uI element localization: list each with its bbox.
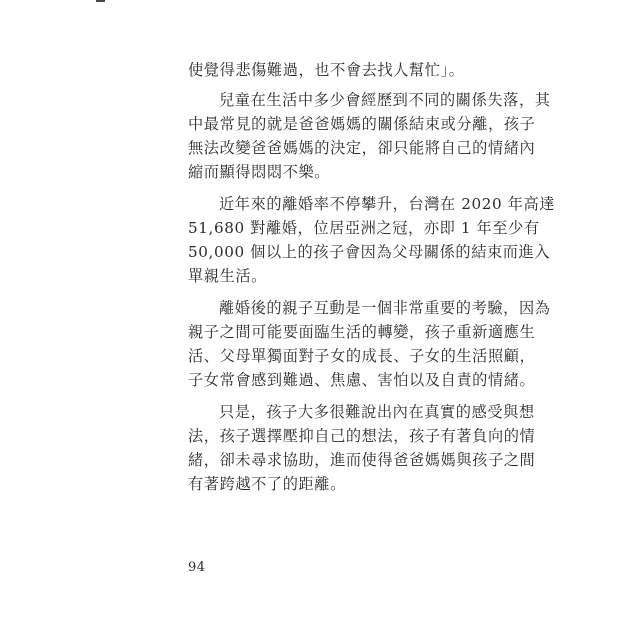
paragraph-5-line-4: 有著跨越不了的距離。 xyxy=(188,475,346,493)
paragraph-1-line-1: 使覺得悲傷難過，也不會去找人幫忙」。 xyxy=(188,61,465,79)
paragraph-3-line-2: 51,680 對離婚，位居亞洲之冠，亦即 1 年至少有 xyxy=(188,219,540,237)
paragraph-3-line-4: 單親生活。 xyxy=(188,267,267,285)
paragraph-3-line-3: 50,000 個以上的孩子會因為父母關係的結束而進入 xyxy=(188,243,551,261)
paragraph-5-line-1: 只是，孩子大多很難說出內在真實的感受與想 xyxy=(219,403,535,421)
paragraph-2-line-4: 縮而顯得悶悶不樂。 xyxy=(188,163,331,181)
paragraph-5-line-2: 法，孩子選擇壓抑自己的想法，孩子有著負向的情 xyxy=(188,427,536,445)
paragraph-5-line-3: 緒，卻未尋求協助，進而使得爸爸媽媽與孩子之間 xyxy=(188,451,536,469)
paragraph-3 xyxy=(188,192,556,288)
paragraph-4-line-3: 活、父母單獨面對子女的成長、子女的生活照顧， xyxy=(188,347,536,365)
paragraph-3-line-1: 近年來的離婚率不停攀升，台灣在 2020 年高達 xyxy=(219,195,556,213)
paragraph-4-line-2: 親子之間可能要面臨生活的轉變，孩子重新適應生 xyxy=(188,323,536,341)
paragraph-4-line-1: 離婚後的親子互動是一個非常重要的考驗，因為 xyxy=(219,299,551,317)
paragraph-5 xyxy=(188,400,536,496)
top-edge-mark xyxy=(96,0,105,2)
paragraph-2 xyxy=(188,88,551,184)
paragraph-2-line-2: 中最常見的就是爸爸媽媽的關係結束或分離，孩子 xyxy=(188,115,536,133)
paragraph-2-line-1: 兒童在生活中多少會經歷到不同的關係失落，其 xyxy=(219,91,551,109)
paragraph-2-line-3: 無法改變爸爸媽媽的決定，卻只能將自己的情緒內 xyxy=(188,139,536,157)
paragraph-4 xyxy=(188,296,551,392)
paragraph-1 xyxy=(188,58,465,82)
page-body xyxy=(188,58,556,504)
paragraph-4-line-4: 子女常會感到難過、焦慮、害怕以及自責的情緒。 xyxy=(188,371,536,389)
page-number: 94 xyxy=(188,560,206,575)
